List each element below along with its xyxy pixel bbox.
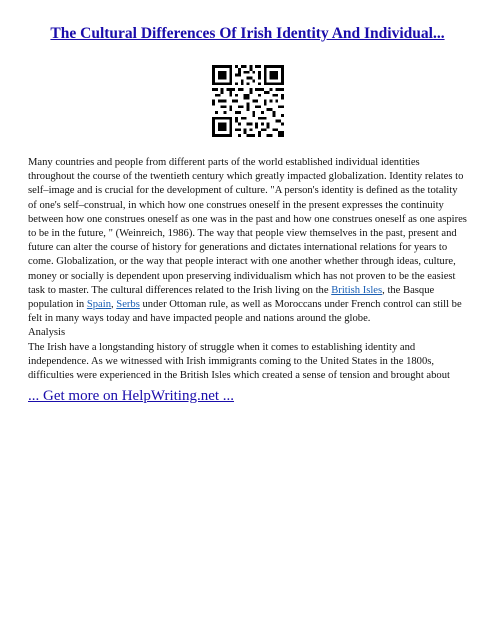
article-body	[28, 156, 468, 383]
british-isles-link[interactable]: British Isles	[331, 284, 383, 296]
paragraph-intro-text: Many countries and people from different parts of the world established individual identities throughout the course of the twentieth century which greatly impacted globalization. Identity relates to self–image and is crucial for the development of culture. "A person's identity is defined as the totality of one's self–construal, in which how one construes oneself in the present expresses the continuity between how one construes oneself as one was in the past and how one construes oneself as one aspires to be in the future, " (Weinreich, 1986). The way that people view themselves in the past, present and future can alter the course of history for generations and dictates international relations for years to come. Globalization, or the way that people interact with one another whether through ideas, culture, money or socially is dependent upon preserving individualism which has not proven to be the easiest task to master. The cultural differences related to the Irish living on the	[28, 157, 467, 296]
paragraph-intro-text-2: , the Basque population in	[28, 284, 435, 311]
qr-code-icon	[212, 65, 284, 137]
page-title-link[interactable]: The Cultural Differences Of Irish Identity And Individual...	[50, 25, 445, 42]
paragraph-intro-text-3: ,	[111, 299, 117, 311]
get-more-link[interactable]: ... Get more on HelpWriting.net ...	[28, 388, 235, 404]
paragraph-analysis: The Irish have a longstanding history of struggle when it comes to establishing identity and independence. As we witnessed with Irish immigrants coming to the United States in the 1800s, difficulties were experienced in the British Isles which created a sense of tension and brought about	[28, 341, 450, 382]
serbs-link[interactable]: Serbs	[116, 299, 140, 311]
section-heading-analysis: Analysis	[28, 327, 66, 339]
spain-link[interactable]: Spain	[86, 299, 111, 311]
paragraph-intro	[28, 156, 468, 326]
paragraph-intro-text-4: under Ottoman rule, as well as Moroccans under French control can still be felt in many ways today and have impacted people and nations around the globe.	[28, 299, 462, 325]
